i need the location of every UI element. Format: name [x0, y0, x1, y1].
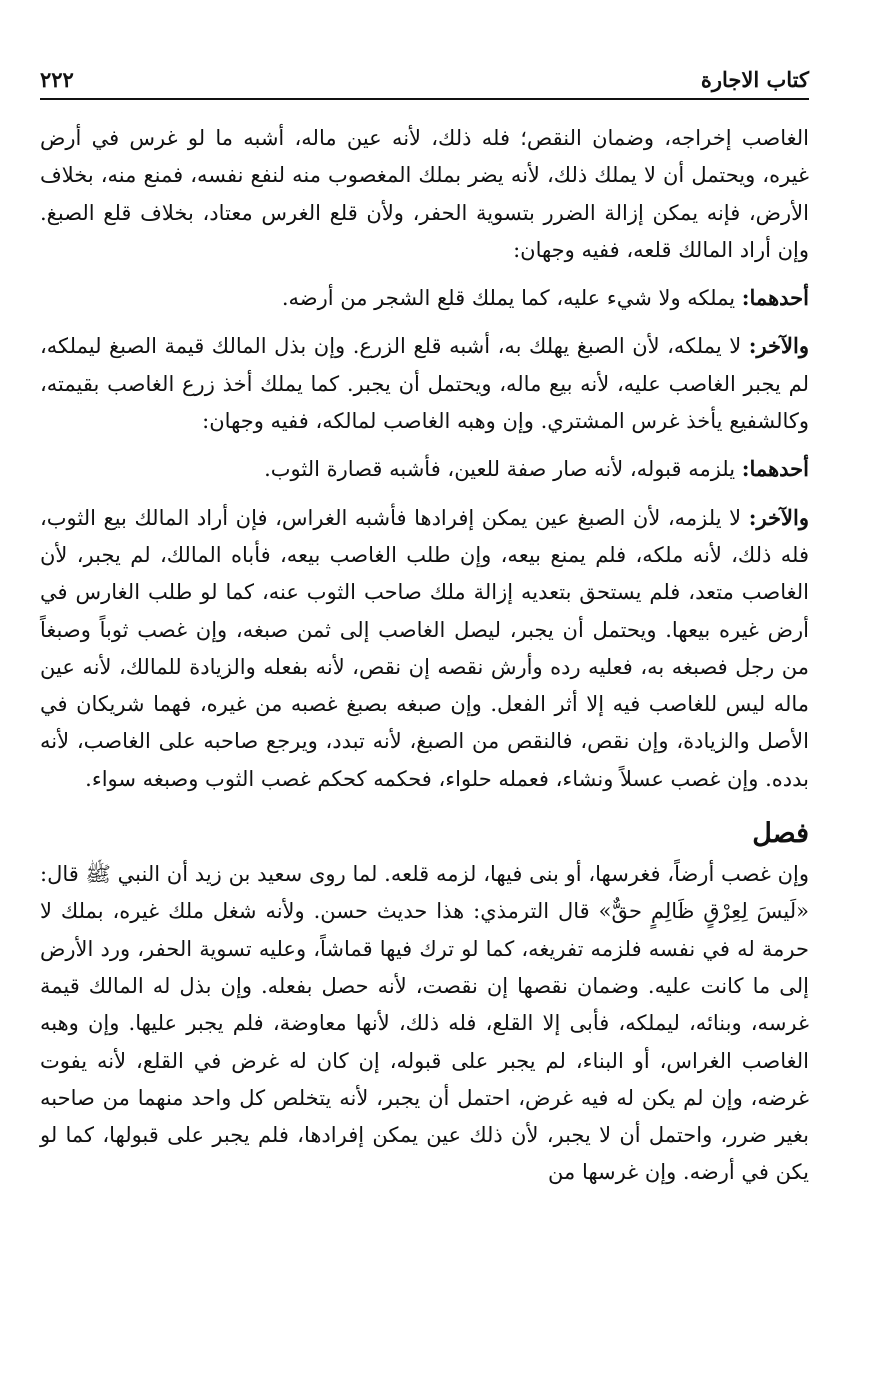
paragraph-lead: أحدهما:: [741, 285, 809, 311]
paragraph-first-opinion: [40, 450, 809, 488]
paragraph-text: الغاصب إخراجه، وضمان النقص؛ فله ذلك، لأنه عين ماله، أشبه ما لو غرس في أرض غيره، ويحتمل أن لا يملك ذلك، لأنه يضر بملك المغصوب منه لنفع نفسه، فمنع منه، بخلاف الأرض، فإنه يمكن إزالة الضرر بتسوية الحفر، ولأن قلع الغرس معتاد، بخلاف قلع الصبغ. وإن أراد المالك قلعه، ففيه وجهان:: [40, 126, 809, 262]
paragraph-text: لا يلزمه، لأن الصبغ عين يمكن إفرادها فأشبه الغراس، فإن أراد المالك بيع الثوب، فله ذلك، لأنه ملكه، فلم يمنع بيعه، وإن طلب الغاصب بيعه، فأباه المالك، لم يجبر، لأن الغاصب متعد، فلم يستحق بتعديه إزالة ملك صاحب الثوب عنه، كما لو طلب الغارس في أرض غيره بيعها. ويحتمل أن يجبر، ليصل الغاصب إلى ثمن صبغه، وإن غصب ثوباً وصبغاً من رجل فصبغه به، فعليه رده وأرش نقصه إن نقص، لأنه بفعله والزيادة للمالك، لأنه عين ماله ليس للغاصب فيه إلا أثر الفعل. وإن صبغه بصبغ غصبه من غيره، فهما شريكان في الأصل والزيادة، وإن نقص، فالنقص من الصبغ، لأنه تبدد، ويرجع صاحبه على الغاصب، لأنه بدده. وإن غصب عسلاً ونشاء، فعمله حلواء، فحكمه كحكم غصب الثوب وصبغه سواء.: [40, 505, 809, 791]
paragraph-lead: والآخر:: [748, 504, 809, 530]
paragraph-text: وإن غصب أرضاً، فغرسها، أو بنى فيها، لزمه قلعه. لما روى سعيد بن زيد أن النبي ﷺ قال: «لَيسَ لِعِرْقٍ ظَالِمٍ حقٌّ» قال الترمذي: هذا حديث حسن. ولأنه شغل ملك غيره، بملك لا حرمة له في نفسه فلزمه تفريغه، كما لو ترك فيها قماشاً، وعليه تسوية الحفر، ورد الأرض إلى ما كانت عليه. وضمان نقصها إن نقصت، لأنه حصل بفعله. وإن بذل له المالك قيمة غرسه، وبنائه، ليملكه، فأبى إلا القلع، فله ذلك، لأنها معاوضة، فلم يجبر عليها. وإن وهبه الغاصب الغراس، أو البناء، لم يجبر على قبوله، إن كان له غرض في القلع، لأنه يفوت غرضه، وإن لم يكن له فيه غرض، احتمل أن يجبر، لأنه يتخلص كل واحد منهما من صاحبه بغير ضرر، واحتمل أن لا يجبر، لأن ذلك عين يمكن إفرادها، فلم يجبر على قبولها، كما لو يكن في أرضه. وإن غرسها من: [40, 862, 809, 1185]
paragraph-continuation: [40, 120, 809, 269]
paragraph-text: يلزمه قبوله، لأنه صار صفة للعين، فأشبه قصارة الثوب.: [264, 457, 742, 482]
page-body: [40, 120, 809, 1192]
section-heading: فصل: [752, 818, 809, 850]
section-paragraph: [40, 856, 809, 1192]
paragraph-text: يملكه ولا شيء عليه، كما يملك قلع الشجر من أرضه.: [281, 286, 742, 311]
paragraph-lead: أحدهما:: [741, 456, 809, 482]
paragraph-text: لا يملكه، لأن الصبغ يهلك به، أشبه قلع الزرع. وإن بذل المالك قيمة الصبغ ليملكه، لم يجبر الغاصب عليه، لأنه بيع ماله، ويحتمل أن يجبر. كما يملك أخذ زرع الغاصب بقيمته، وكالشفيع يأخذ غرس المشتري. وإن وهبه الغاصب لمالكه، ففيه وجهان:: [40, 334, 809, 434]
running-title: كتاب الاجارة: [700, 67, 809, 92]
paragraph-first-opinion: [40, 279, 809, 317]
paragraph-second-opinion: [40, 499, 809, 798]
page-number: ٢٢٢: [40, 67, 74, 92]
paragraph-lead: والآخر:: [748, 333, 809, 359]
paragraph-second-opinion: [40, 327, 809, 440]
page-header: [40, 62, 809, 100]
